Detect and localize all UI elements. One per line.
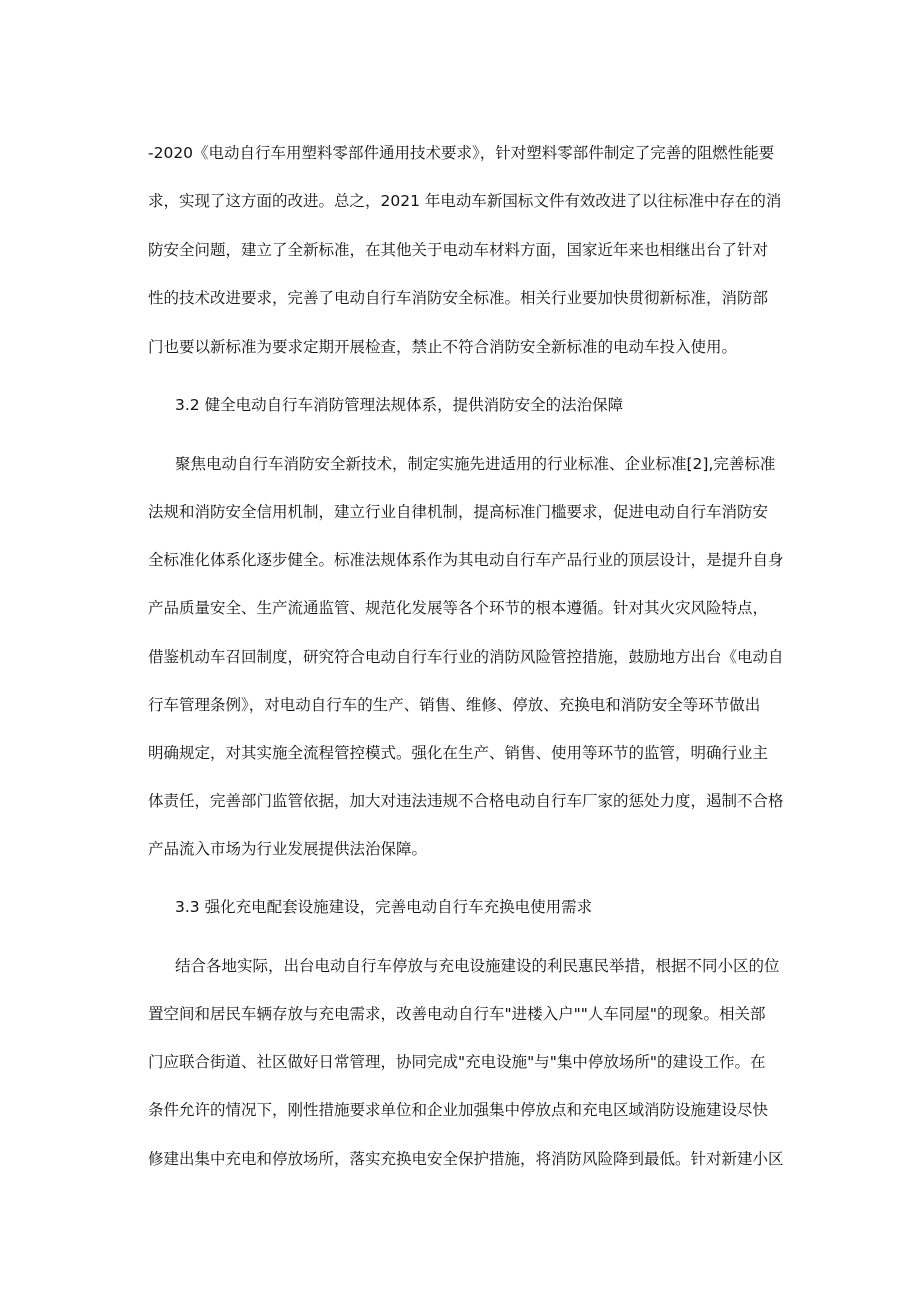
- section-heading-3-3: 3.3 强化充电配套设施建设，完善电动自行车充换电使用需求: [175, 898, 593, 916]
- paragraph-line: 防安全问题，建立了全新标准，在其他关于电动车材料方面，国家近年来也相继出台了针对: [148, 241, 769, 259]
- paragraph-line: 行车管理条例》，对电动自行车的生产、销售、维修、停放、充换电和消防安全等环节做出: [148, 696, 761, 714]
- paragraph-line: 产品流入市场为行业发展提供法治保障。: [148, 840, 428, 858]
- paragraph-line: 借鉴机动车召回制度，研究符合电动自行车行业的消防风险管控措施，鼓励地方出台《电动自: [148, 648, 784, 666]
- paragraph-line: 修建出集中充电和停放场所，落实充换电安全保护措施，将消防风险降到最低。针对新建小区: [148, 1150, 784, 1168]
- paragraph-line: 性的技术改进要求，完善了电动自行车消防安全标准。相关行业要加快贯彻新标准，消防部: [148, 289, 769, 307]
- paragraph-line: 全标准化体系化逐步健全。标准法规体系作为其电动自行车产品行业的顶层设计，是提升自身: [148, 551, 784, 569]
- paragraph-line: 聚焦电动自行车消防安全新技术，制定实施先进适用的行业标准、企业标准[2],完善标准: [175, 455, 776, 473]
- paragraph-line: 结合各地实际，出台电动自行车停放与充电设施建设的利民惠民举措，根据不同小区的位: [175, 957, 780, 975]
- paragraph-line: 置空间和居民车辆存放与充电需求，改善电动自行车"进楼入户""人车同屋"的现象。相关部: [148, 1005, 766, 1023]
- paragraph-line: -2020《电动自行车用塑料零部件通用技术要求》，针对塑料零部件制定了完善的阻燃性能要: [148, 144, 775, 162]
- paragraph-line: 产品质量安全、生产流通监管、规范化发展等各个环节的根本遵循。针对其火灾风险特点，: [148, 599, 769, 617]
- paragraph-line: 法规和消防安全信用机制，建立行业自律机制，提高标准门槛要求，促进电动自行车消防安: [148, 503, 769, 521]
- paragraph-line: 求，实现了这方面的改进。总之，2021 年电动车新国标文件有效改进了以往标准中存在的消: [148, 192, 782, 210]
- paragraph-line: 门也要以新标准为要求定期开展检查，禁止不符合消防安全新标准的电动车投入使用。: [148, 338, 738, 356]
- section-heading-3-2: 3.2 健全电动自行车消防管理法规体系，提供消防安全的法治保障: [175, 396, 624, 414]
- paragraph-line: 条件允许的情况下，刚性措施要求单位和企业加强集中停放点和充电区域消防设施建设尽快: [148, 1101, 769, 1119]
- paragraph-line: 体责任，完善部门监管依据，加大对违法违规不合格电动自行车厂家的惩处力度，遏制不合格: [148, 792, 784, 810]
- paragraph-line: 门应联合街道、社区做好日常管理，协同完成"充电设施"与"集中停放场所"的建设工作。在: [148, 1053, 766, 1071]
- paragraph-line: 明确规定，对其实施全流程管控模式。强化在生产、销售、使用等环节的监管，明确行业主: [148, 744, 769, 762]
